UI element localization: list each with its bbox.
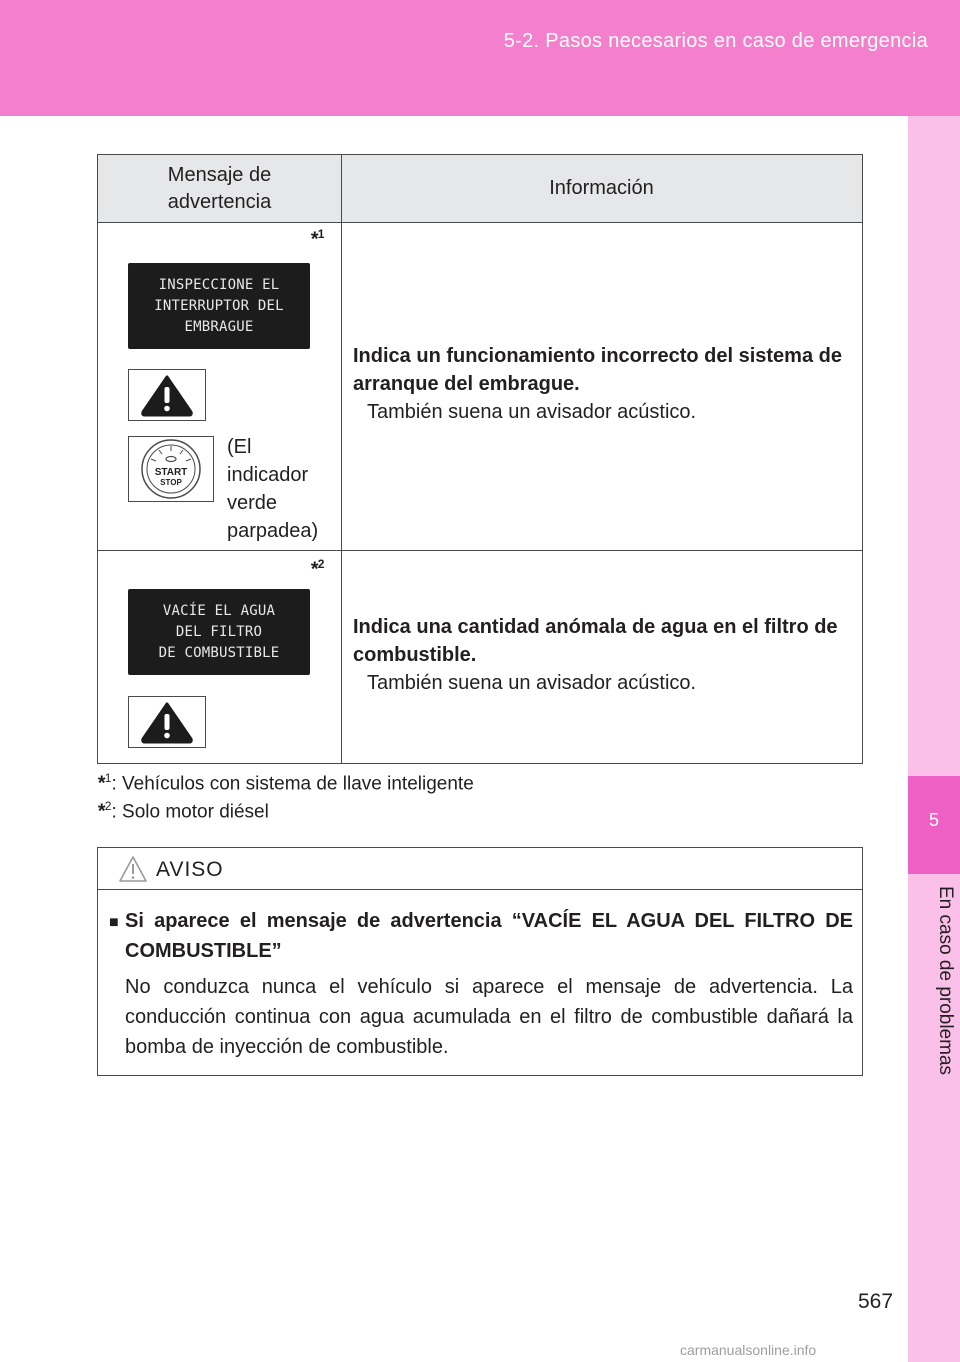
bullet-square-icon: ■ — [109, 914, 119, 931]
footnote-asterisk: * — [310, 558, 318, 581]
start-stop-button-icon — [128, 436, 214, 502]
warning-notice-box — [97, 847, 863, 1076]
chapter-number: 5 — [928, 810, 939, 830]
footnote-number: 1 — [104, 771, 112, 785]
col-header-message — [98, 155, 341, 222]
col-header-info-text: Información — [549, 177, 654, 199]
footnote-number: 2 — [104, 799, 112, 813]
stop-label: STOP — [160, 478, 182, 487]
indicator-note: (El indicador verde parpadea) — [227, 436, 319, 542]
info-description: Indica un funcionamiento incorrecto del sistema de arranque del embrague. — [353, 345, 842, 395]
notice-title: AVISO — [156, 858, 224, 881]
caution-triangle-icon — [118, 855, 148, 883]
notice-subtitle: Si aparece el mensaje de advertencia “VACÍE EL AGUA DEL FILTRO DE COMBUSTIBLE” — [125, 910, 853, 962]
notice-body: No conduzca nunca el vehículo si aparece el mensaje de advertencia. La conducción continua con agua acumulada en el filtro de combustible dañará la bomba de inyección de combustible. — [125, 976, 853, 1058]
info-note: También suena un avisador acústico. — [367, 401, 697, 423]
footnote-number: 2 — [317, 557, 325, 571]
col-header-info — [341, 155, 862, 222]
footnote-asterisk: * — [97, 772, 105, 795]
footnote-asterisk: * — [310, 228, 318, 251]
warning-message-table — [97, 154, 863, 764]
notice-header — [98, 848, 862, 890]
footnote-number: 1 — [317, 227, 325, 241]
display-line: EMBRAGUE — [184, 319, 254, 335]
footnote-text: : Vehículos con sistema de llave inteligente — [111, 773, 474, 795]
info-note: También suena un avisador acústico. — [367, 672, 697, 694]
footnote-asterisk: * — [97, 800, 105, 823]
col-header-message-text: Mensaje de advertencia — [167, 163, 272, 213]
warning-triangle-icon — [128, 369, 206, 421]
warning-triangle-icon — [128, 696, 206, 748]
info-description: Indica una cantidad anómala de agua en el filtro de combustible. — [353, 616, 838, 666]
footnote — [97, 771, 474, 795]
footnote — [97, 799, 269, 823]
footnote-text: : Solo motor diésel — [111, 801, 269, 823]
section-title: 5-2. Pasos necesarios en caso de emergencia — [503, 30, 928, 52]
display-line: INSPECCIONE EL — [158, 277, 280, 293]
display-line: INTERRUPTOR DEL — [154, 298, 284, 314]
row-footnote-mark — [310, 227, 324, 252]
header-band — [0, 0, 960, 116]
message-display — [128, 263, 310, 349]
row-divider — [98, 550, 862, 551]
display-line: VACÍE EL AGUA — [162, 603, 276, 619]
page-number: 567 — [858, 1290, 894, 1313]
table-header-row — [98, 155, 862, 223]
chapter-label: En caso de problemas — [935, 886, 956, 1076]
start-label: START — [154, 467, 188, 478]
column-divider — [341, 155, 342, 763]
message-display — [128, 589, 310, 675]
side-tab — [908, 116, 960, 1362]
row-footnote-mark — [310, 557, 324, 582]
display-line: DEL FILTRO — [175, 624, 263, 640]
display-line: DE COMBUSTIBLE — [158, 645, 280, 661]
watermark: carmanualsonline.info — [680, 1342, 817, 1358]
